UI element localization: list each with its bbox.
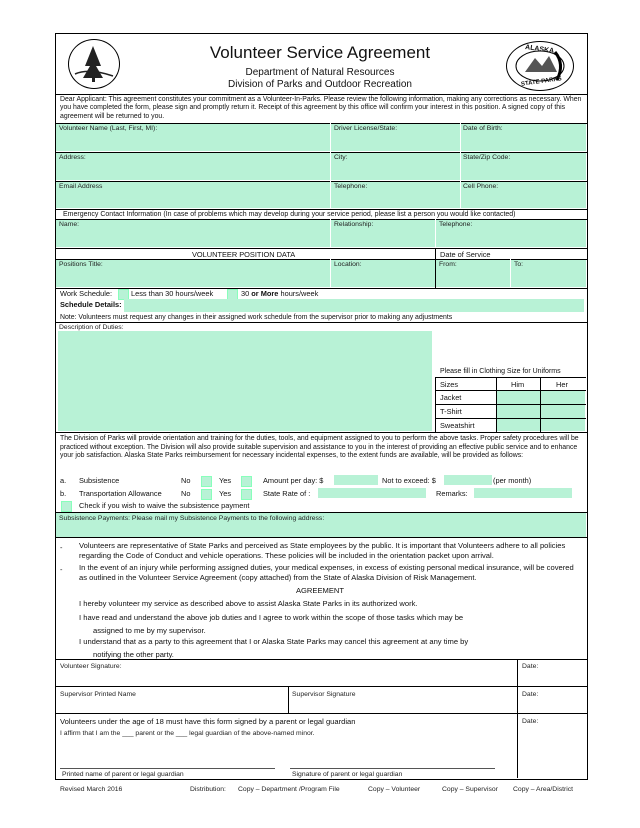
schedule-note: Note: Volunteers must request any changes in their assigned work schedule from the supervisor prior to making any adjustments xyxy=(60,314,453,321)
less-than-30-label: Less than 30 hours/week xyxy=(131,289,214,298)
page-title: Volunteer Service Agreement xyxy=(209,43,431,62)
position-row-field[interactable] xyxy=(56,260,586,287)
transport-yes-checkbox[interactable] xyxy=(241,489,252,500)
transport-yes-label: Yes xyxy=(219,489,232,498)
schedule-details-field[interactable] xyxy=(124,299,584,312)
subsistence-yes-checkbox[interactable] xyxy=(241,476,252,487)
copy-supervisor: Copy – Supervisor xyxy=(442,786,498,793)
agreement-p3b: notifying the other party. xyxy=(93,650,174,659)
waive-checkbox[interactable] xyxy=(61,501,72,512)
divider xyxy=(517,659,518,778)
telephone-label: Telephone: xyxy=(334,183,368,190)
revised-date: Revised March 2016 xyxy=(60,786,123,793)
clothing-size-fields[interactable] xyxy=(497,391,585,431)
divider xyxy=(288,686,289,713)
address-label: Address: xyxy=(59,154,86,161)
divider xyxy=(496,377,497,432)
to-label: To: xyxy=(514,261,524,268)
not-to-exceed-field[interactable] xyxy=(444,475,492,485)
not-to-exceed-label: Not to exceed: $ xyxy=(382,476,436,485)
date-label-3: Date: xyxy=(522,718,539,725)
parent-name-line xyxy=(60,768,275,769)
thirty-or-more-label: 30 or More hours/week xyxy=(241,289,319,298)
divider xyxy=(55,713,587,714)
division: Division of Parks and Outdoor Recreation xyxy=(228,79,412,90)
email-row-field[interactable] xyxy=(56,182,586,208)
amount-per-day-field[interactable] xyxy=(334,475,378,485)
option-b: b. xyxy=(60,489,67,498)
term-bullet-2: In the event of an injury while performing assigned duties, your medical expenses, in excess of existing personal medical insurance, will be covered as outlined in the Volunteer Service Agreement (copy attached) from the State of Alaska Division of Risk Management. xyxy=(79,563,574,582)
copy-volunteer: Copy – Volunteer xyxy=(368,786,421,793)
bullet-1-dash: - xyxy=(60,543,63,552)
divider xyxy=(55,686,587,687)
dob-label: Date of Birth: xyxy=(463,125,503,132)
subsistence-no-checkbox[interactable] xyxy=(201,476,212,487)
him-label: Him xyxy=(511,380,525,389)
divider xyxy=(330,123,331,209)
emergency-row-field[interactable] xyxy=(56,220,586,247)
affirm-text: I affirm that I am the ___ parent or the ___ legal guardian of the above-named minor. xyxy=(60,730,315,737)
divider xyxy=(510,259,511,288)
divider xyxy=(435,248,436,288)
divider xyxy=(55,432,587,433)
divider xyxy=(435,377,436,432)
divider xyxy=(55,659,587,660)
payments-label: Subsistence Payments: Please mail my Subsistence Payments to the following address: xyxy=(59,515,325,522)
divider xyxy=(435,404,586,405)
amount-per-day-label: Amount per day: $ xyxy=(263,476,324,485)
city-label: City: xyxy=(334,154,348,161)
divider xyxy=(330,219,331,248)
parent-signature-label: Signature of parent or legal guardian xyxy=(292,771,403,778)
cell-label: Cell Phone: xyxy=(463,183,499,190)
bullet-2-dash: - xyxy=(60,565,63,574)
agreement-p1: I hereby volunteer my service as described above to assist Alaska State Parks in its authorized work. xyxy=(79,599,418,608)
position-title-label: Positions Title: xyxy=(59,261,103,268)
state-rate-field[interactable] xyxy=(318,488,426,498)
volunteer-signature-label: Volunteer Signature: xyxy=(60,663,122,670)
remarks-field[interactable] xyxy=(474,488,572,498)
emergency-relationship-label: Relationship: xyxy=(334,221,374,228)
parent-name-label: Printed name of parent or legal guardian xyxy=(62,771,184,778)
state-rate-label: State Rate of : xyxy=(263,489,311,498)
remarks-label: Remarks: xyxy=(436,489,468,498)
divider xyxy=(460,123,461,209)
intro-text: Dear Applicant: This agreement constitutes your commitment as a Volunteer-In-Parks. Please review the following information, making any corrections as necessary. When you have completed the form, please sign and promptly return it. Receipt of this agreement by this office will confirm your interest in this position. A signed copy of this agreement will be returned to you. xyxy=(60,96,582,120)
agreement-p2b: assigned to me by my supervisor. xyxy=(93,626,206,635)
divider xyxy=(540,377,541,432)
option-a: a. xyxy=(60,476,67,485)
copy-department: Copy – Department /Program File xyxy=(238,786,340,793)
per-month-label: (per month) xyxy=(493,476,532,485)
divider xyxy=(55,94,587,95)
parent-signature-line xyxy=(290,768,495,769)
subsistence-yes-label: Yes xyxy=(219,476,232,485)
duties-field[interactable] xyxy=(58,331,432,431)
sweatshirt-label: Sweatshirt xyxy=(440,421,475,430)
divider xyxy=(55,248,587,249)
subsistence-no-label: No xyxy=(181,476,191,485)
clothing-header: Please fill in Clothing Size for Uniforms xyxy=(440,368,561,375)
jacket-label: Jacket xyxy=(440,393,462,402)
waive-label: Check if you wish to waive the subsistence payment xyxy=(79,501,250,510)
divider xyxy=(55,322,587,323)
her-label: Her xyxy=(556,380,568,389)
license-label: Driver License/State: xyxy=(334,125,398,132)
supervisor-signature-label: Supervisor Signature xyxy=(292,691,356,698)
date-of-service-header: Date of Service xyxy=(440,250,491,259)
transport-no-label: No xyxy=(181,489,191,498)
department: Department of Natural Resources xyxy=(245,67,395,78)
distribution-label: Distribution: xyxy=(190,786,226,793)
transport-no-checkbox[interactable] xyxy=(201,489,212,500)
copy-area-district: Copy – Area/District xyxy=(513,786,574,793)
duties-label: Description of Duties: xyxy=(59,324,124,331)
divider xyxy=(55,537,587,538)
work-schedule-label: Work Schedule: xyxy=(60,289,113,298)
term-bullet-1: Volunteers are representative of State Parks and perceived as State employees by the public. It is important that Volunteers adhere to all policies regarding the Code of Conduct and vehicle operations. These policies will be included in the orientation packet upon arrival. xyxy=(79,541,566,560)
date-label-2: Date: xyxy=(522,691,539,698)
position-header: VOLUNTEER POSITION DATA xyxy=(192,250,296,259)
name-label: Volunteer Name (Last, First, MI): xyxy=(59,125,158,132)
logo-text-top: ALASKA xyxy=(524,44,555,55)
state-zip-label: State/Zip Code: xyxy=(463,154,511,161)
tshirt-label: T-Shirt xyxy=(440,407,462,416)
emergency-telephone-label: Telephone: xyxy=(439,221,473,228)
agreement-heading: AGREEMENT xyxy=(295,586,345,595)
transportation-label: Transportation Allowance xyxy=(79,489,162,498)
orientation-text: The Division of Parks will provide orientation and training for the duties, tools, and equipment assigned to you to perform the above tasks. Proper safety procedures will be practiced without exception. The Division will also provide suitable supervision and assistance to you in the interest of providing an effective public service and to enhance your job satisfaction. Alaska State Parks reimbursement for necessary incidental expenses, to the extent funds are available, will be provided as follows: xyxy=(60,435,579,460)
date-label-1: Date: xyxy=(522,663,539,670)
minor-notice: Volunteers under the age of 18 must have this form signed by a parent or legal guardian xyxy=(60,717,356,726)
divider xyxy=(435,418,586,419)
sizes-label: Sizes xyxy=(440,380,459,389)
schedule-details-label: Schedule Details: xyxy=(60,300,122,309)
emergency-name-label: Name: xyxy=(59,221,80,228)
logo-text-bottom: STATE PARKS xyxy=(520,76,563,88)
divider xyxy=(435,377,586,378)
supervisor-name-label: Supervisor Printed Name xyxy=(60,691,136,698)
agreement-p3a: I understand that as a party to this agreement that I or Alaska State Parks may cancel this agreement at any time by xyxy=(79,637,469,646)
location-label: Location: xyxy=(334,261,362,268)
from-label: From: xyxy=(439,261,457,268)
divider xyxy=(330,259,331,288)
emergency-header: Emergency Contact Information (In case of problems which may develop during your service period, please list a person you would like contacted) xyxy=(63,211,516,218)
divider xyxy=(435,219,436,248)
email-label: Email Address xyxy=(59,183,103,190)
subsistence-label: Subsistence xyxy=(79,476,120,485)
agreement-p2a: I have read and understand the above job duties and I agree to work within the scope of those tasks which may be xyxy=(79,613,464,622)
